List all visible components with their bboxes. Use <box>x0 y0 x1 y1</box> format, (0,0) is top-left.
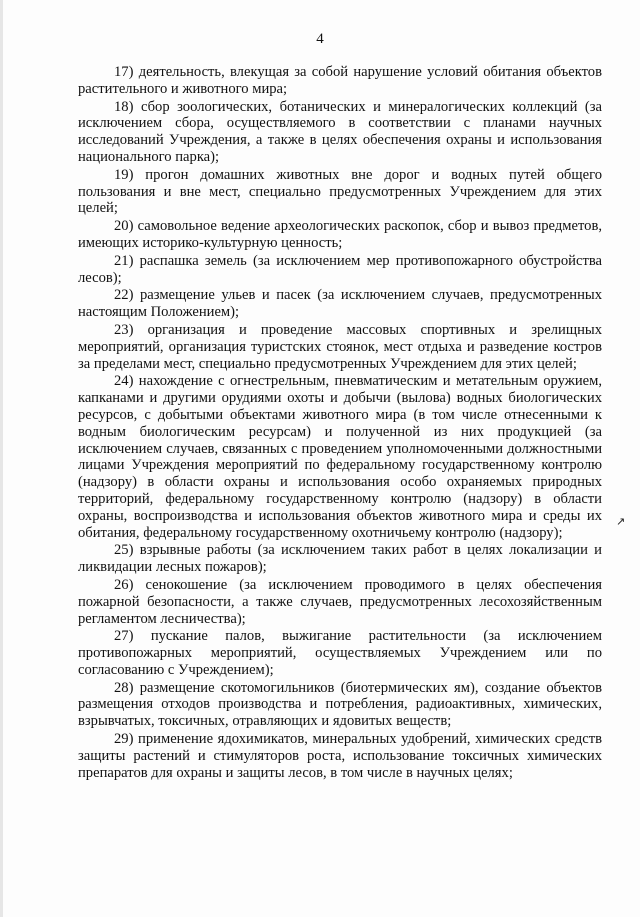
scan-edge-shadow <box>0 0 3 917</box>
list-item-23: 23) организация и проведение массовых спортивных и зрелищных мероприятий, организация туристских стоянок, мест отдыха и разведение костров за пределами мест, специально предусмотренных Учреждением для этих целей; <box>78 321 602 372</box>
list-item-24: 24) нахождение с огнестрельным, пневматическим и метательным оружием, капканами и другими орудиями охоты и добычи (вылова) водных биологических ресурсов, с добытыми объектами животного мира (в том числе отнесенными к водным биологическим ресурсам) и полученной из них продукцией (за исключением случаев, связанных с проведением уполномоченными должностными лицами Учреждения мероприятий по федеральному государственному контролю (надзору) в области охраны и использования особо охраняемых природных территорий, федеральному государственному контролю (надзору) в области охраны, воспроизводства и использования объектов животного мира и среды их обитания, федеральному государственному охотничьему контролю (надзору); <box>78 373 602 541</box>
list-item-26: 26) сенокошение (за исключением проводимого в целях обеспечения пожарной безопасности, а также случаев, предусмотренных лесохозяйственным регламентом лесничества); <box>78 576 602 627</box>
list-item-25: 25) взрывные работы (за исключением таких работ в целях локализации и ликвидации лесных пожаров); <box>78 542 602 576</box>
list-item-18: 18) сбор зоологических, ботанических и минералогических коллекций (за исключением сбора, осуществляемого в соответствии с планами научных исследований Учреждения, а также в целях обеспечения охраны и использования национального парка); <box>78 98 602 165</box>
list-item-27: 27) пускание палов, выжигание растительности (за исключением противопожарных мероприятий, осуществляемых Учреждением или по согласованию с Учреждением); <box>78 628 602 678</box>
list-item-29: 29) применение ядохимикатов, минеральных удобрений, химических средств защиты растений и стимуляторов роста, использование токсичных химических препаратов для охраны и защиты лесов, в том числе в научных целях; <box>78 731 602 781</box>
list-item-17: 17) деятельность, влекущая за собой нарушение условий обитания объектов растительного и животного мира; <box>78 64 602 97</box>
page-number: 4 <box>316 31 324 47</box>
list-item-20: 20) самовольное ведение археологических раскопок, сбор и вывоз предметов, имеющих историко-культурную ценность; <box>78 218 602 251</box>
list-item-22: 22) размещение ульев и пасек (за исключением случаев, предусмотренных настоящим Положением); <box>78 287 602 321</box>
list-item-21: 21) распашка земель (за исключением мер противопожарного обустройства лесов); <box>78 252 602 286</box>
margin-pen-mark: ↗ <box>616 515 626 528</box>
list-item-28: 28) размещение скотомогильников (биотермических ям), создание объектов размещения отходов производства и потребления, радиоактивных, химических, взрывчатых, токсичных, отравляющих и ядовитых веществ; <box>78 679 602 730</box>
document-body <box>78 64 602 782</box>
list-item-19: 19) прогон домашних животных вне дорог и водных путей общего пользования и вне мест, специально предусмотренных Учреждением для этих целей; <box>78 166 602 217</box>
